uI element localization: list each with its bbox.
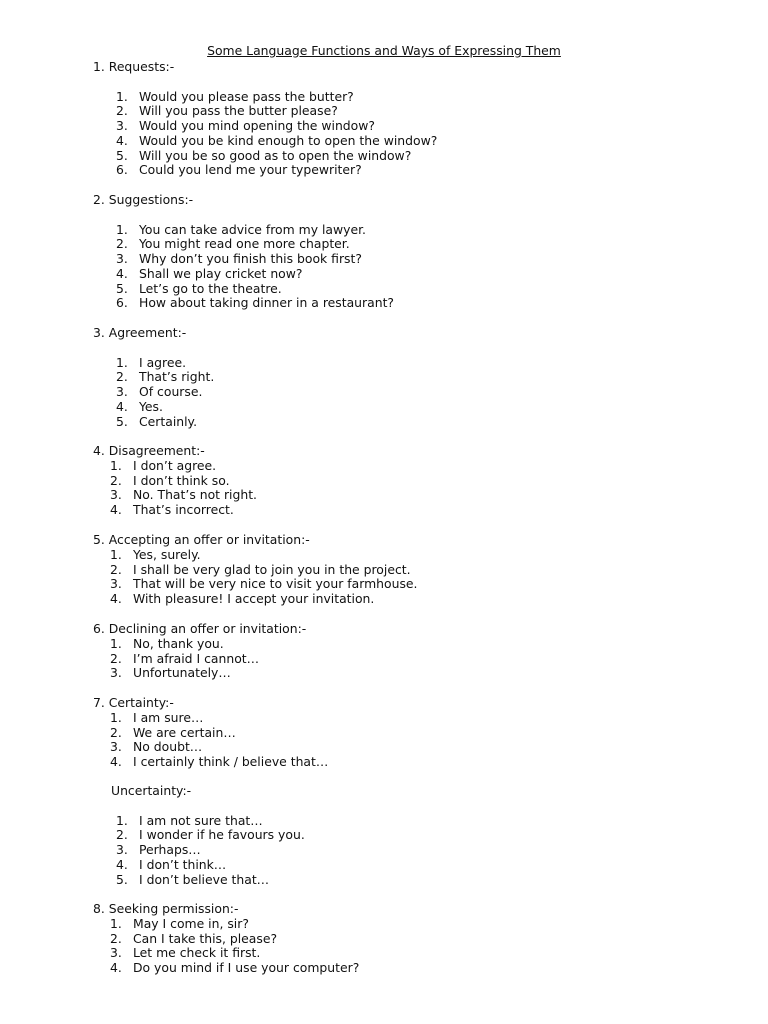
list-item: Will you be so good as to open the window? bbox=[139, 147, 412, 163]
list-item-number: 1. bbox=[116, 812, 128, 828]
list-item: I am not sure that… bbox=[139, 812, 263, 828]
list-item: With pleasure! I accept your invitation. bbox=[133, 591, 375, 606]
list-item: Would you be kind enough to open the window? bbox=[139, 132, 438, 148]
list-item-number: 4. bbox=[116, 856, 128, 872]
section-heading: 5. Accepting an offer or invitation:- bbox=[93, 532, 310, 547]
list-item-number: 3. bbox=[110, 487, 122, 503]
list-item: That’s incorrect. bbox=[133, 502, 234, 517]
list-item-number: 1. bbox=[110, 457, 122, 473]
section-heading: 8. Seeking permission:- bbox=[93, 901, 239, 916]
list-item-number: 1. bbox=[116, 354, 128, 370]
list-item-number: 4. bbox=[116, 132, 128, 148]
list-item: You can take advice from my lawyer. bbox=[139, 221, 366, 237]
list-item: Would you mind opening the window? bbox=[139, 118, 375, 133]
list-item: Why don’t you finish this book first? bbox=[139, 251, 362, 266]
section-heading: 6. Declining an offer or invitation:- bbox=[93, 621, 307, 636]
list-item-number: 4. bbox=[116, 398, 128, 414]
list-item: Shall we play cricket now? bbox=[139, 265, 303, 281]
list-item: Do you mind if I use your computer? bbox=[133, 960, 360, 975]
list-item-number: 5. bbox=[116, 871, 128, 887]
list-item: Will you pass the butter please? bbox=[139, 103, 338, 119]
list-item-number: 6. bbox=[116, 162, 128, 178]
list-item: Let me check it first. bbox=[133, 945, 261, 961]
list-item-number: 2. bbox=[116, 236, 128, 252]
section-heading: 4. Disagreement:- bbox=[93, 443, 205, 458]
list-item: I certainly think / believe that… bbox=[133, 754, 329, 769]
list-item: I shall be very glad to join you in the project. bbox=[133, 561, 411, 577]
list-item-number: 3. bbox=[110, 665, 122, 681]
list-item: How about taking dinner in a restaurant? bbox=[139, 295, 394, 311]
section-heading: 2. Suggestions:- bbox=[93, 192, 194, 207]
list-item-number: 4. bbox=[110, 591, 122, 606]
list-item-number: 4. bbox=[110, 960, 122, 975]
list-item-number: 4. bbox=[116, 265, 128, 281]
list-item: I am sure… bbox=[133, 709, 204, 725]
list-item-number: 4. bbox=[110, 502, 122, 517]
list-item-number: 2. bbox=[116, 827, 128, 843]
list-item-number: 5. bbox=[116, 147, 128, 163]
list-item-number: 6. bbox=[116, 295, 128, 311]
list-item: Unfortunately… bbox=[133, 665, 231, 681]
list-item-number: 2. bbox=[110, 561, 122, 577]
list-item: Yes, surely. bbox=[133, 546, 201, 562]
list-item-number: 3. bbox=[116, 251, 128, 266]
list-item-number: 2. bbox=[116, 369, 128, 385]
list-item: Perhaps… bbox=[139, 842, 201, 857]
list-item-number: 3. bbox=[116, 118, 128, 133]
list-item-number: 2. bbox=[116, 103, 128, 119]
section-heading: 1. Requests:- bbox=[93, 59, 175, 74]
list-item-number: 1. bbox=[110, 709, 122, 725]
list-item: May I come in, sir? bbox=[133, 915, 249, 931]
list-item: Of course. bbox=[139, 384, 203, 399]
list-item-number: 5. bbox=[116, 413, 128, 429]
list-item-number: 2. bbox=[110, 472, 122, 488]
list-item-number: 5. bbox=[116, 280, 128, 296]
list-item: That will be very nice to visit your farmhouse. bbox=[133, 576, 418, 592]
list-item: I’m afraid I cannot… bbox=[133, 650, 260, 666]
list-item: Can I take this, please? bbox=[133, 930, 278, 946]
document-title: Some Language Functions and Ways of Expressing Them bbox=[207, 43, 561, 58]
list-item-number: 3. bbox=[110, 945, 122, 961]
list-item-number: 1. bbox=[110, 915, 122, 931]
list-item: I don’t think… bbox=[139, 856, 227, 872]
section-heading: Uncertainty:- bbox=[111, 783, 192, 798]
list-item: Would you please pass the butter? bbox=[139, 88, 354, 104]
list-item: You might read one more chapter. bbox=[139, 236, 350, 252]
list-item-number: 3. bbox=[110, 739, 122, 755]
list-item-number: 3. bbox=[116, 384, 128, 399]
list-item: We are certain… bbox=[133, 724, 236, 740]
list-item-number: 1. bbox=[116, 88, 128, 104]
list-item: Certainly. bbox=[139, 413, 198, 429]
list-item: I wonder if he favours you. bbox=[139, 827, 305, 843]
list-item: No doubt… bbox=[133, 739, 203, 755]
list-item: I don’t believe that… bbox=[139, 871, 270, 887]
list-item: I agree. bbox=[139, 354, 187, 370]
list-item-number: 2. bbox=[110, 930, 122, 946]
list-item: No, thank you. bbox=[133, 635, 224, 651]
section-heading: 7. Certainty:- bbox=[93, 695, 174, 710]
list-item-number: 2. bbox=[110, 650, 122, 666]
list-item-number: 1. bbox=[110, 635, 122, 651]
section-heading: 3. Agreement:- bbox=[93, 325, 187, 340]
list-item: I don’t think so. bbox=[133, 472, 230, 488]
list-item-number: 1. bbox=[116, 221, 128, 237]
list-item: I don’t agree. bbox=[133, 457, 217, 473]
list-item: Let’s go to the theatre. bbox=[139, 280, 282, 296]
list-item-number: 3. bbox=[116, 842, 128, 857]
list-item: That’s right. bbox=[139, 369, 215, 385]
list-item-number: 4. bbox=[110, 754, 122, 769]
list-item: Yes. bbox=[139, 398, 163, 414]
list-item-number: 2. bbox=[110, 724, 122, 740]
list-item-number: 3. bbox=[110, 576, 122, 592]
list-item: Could you lend me your typewriter? bbox=[139, 162, 362, 178]
list-item-number: 1. bbox=[110, 546, 122, 562]
list-item: No. That’s not right. bbox=[133, 487, 257, 503]
